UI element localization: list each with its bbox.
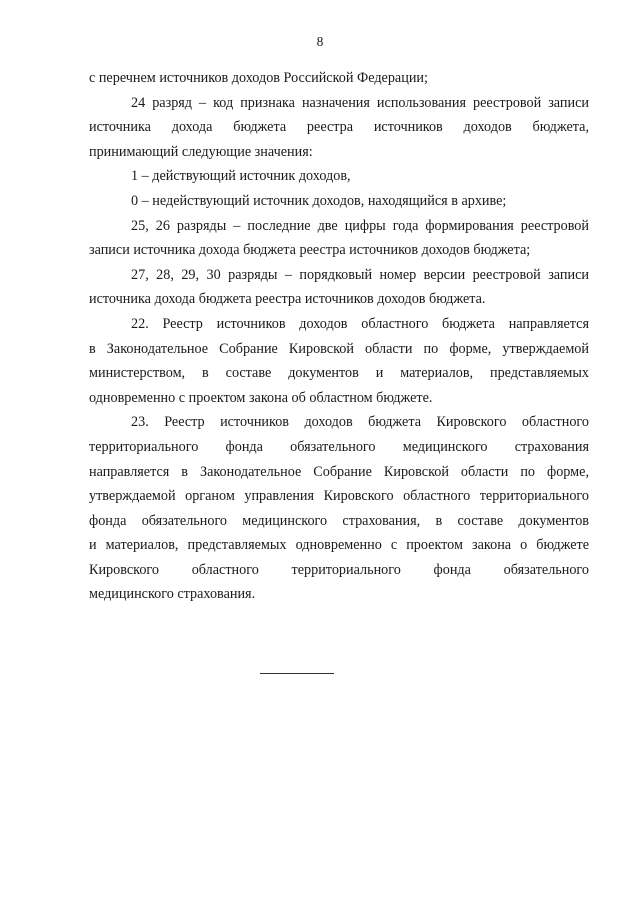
text-line: 1 – действующий источник доходов, (131, 168, 351, 185)
text-line: с перечнем источников доходов Российской Федерации; (89, 70, 428, 86)
text-line: 25, 26 разряды – последние две цифры года формирования реестровой (131, 217, 589, 234)
paragraph-2 (89, 164, 589, 189)
text-line: направляется в Законодательное Собрание Кировской области по форме, (89, 463, 589, 480)
paragraph-0 (89, 66, 589, 91)
text-line: и материалов, представляемых одновременно с проектом закона о бюджете (89, 537, 589, 554)
document-body (89, 66, 589, 607)
text-line: источника дохода бюджета реестра источников доходов бюджета, (89, 119, 589, 136)
text-line: одновременно с проектом закона об областном бюджете. (89, 389, 433, 406)
text-line: 23. Реестр источников доходов бюджета Кировского областного (131, 414, 589, 431)
text-line: утверждаемой органом управления Кировского областного территориального (89, 488, 589, 505)
text-line: источника дохода бюджета реестра источников доходов бюджета. (89, 291, 486, 308)
paragraph-4 (89, 214, 589, 263)
text-line: территориального фонда обязательного медицинского страхования (89, 438, 589, 455)
text-line: принимающий следующие значения: (89, 143, 313, 160)
text-line: в Законодательное Собрание Кировской области по форме, утверждаемой (89, 340, 589, 357)
text-line: медицинского страхования. (89, 586, 256, 603)
text-line: Кировского областного территориального фонда обязательного (89, 561, 589, 578)
text-line: записи источника дохода бюджета реестра источников доходов бюджета; (89, 242, 531, 259)
text-line: фонда обязательного медицинского страхования, в составе документов (89, 512, 589, 529)
paragraph-1 (89, 91, 589, 165)
text-line: 27, 28, 29, 30 разряды – порядковый номер версии реестровой записи (131, 266, 589, 283)
page-number: 8 (316, 34, 324, 49)
paragraph-3 (89, 189, 589, 214)
paragraph-6 (89, 312, 589, 410)
paragraph-5 (89, 263, 589, 312)
text-line: 24 разряд – код признака назначения использования реестровой записи (131, 94, 589, 111)
text-line: 22. Реестр источников доходов областного бюджета направляется (131, 315, 589, 332)
end-of-document-rule (260, 673, 334, 674)
text-line: 0 – недействующий источник доходов, находящийся в архиве; (131, 192, 507, 209)
text-line: министерством, в составе документов и материалов, представляемых (89, 365, 589, 382)
paragraph-7 (89, 410, 589, 607)
